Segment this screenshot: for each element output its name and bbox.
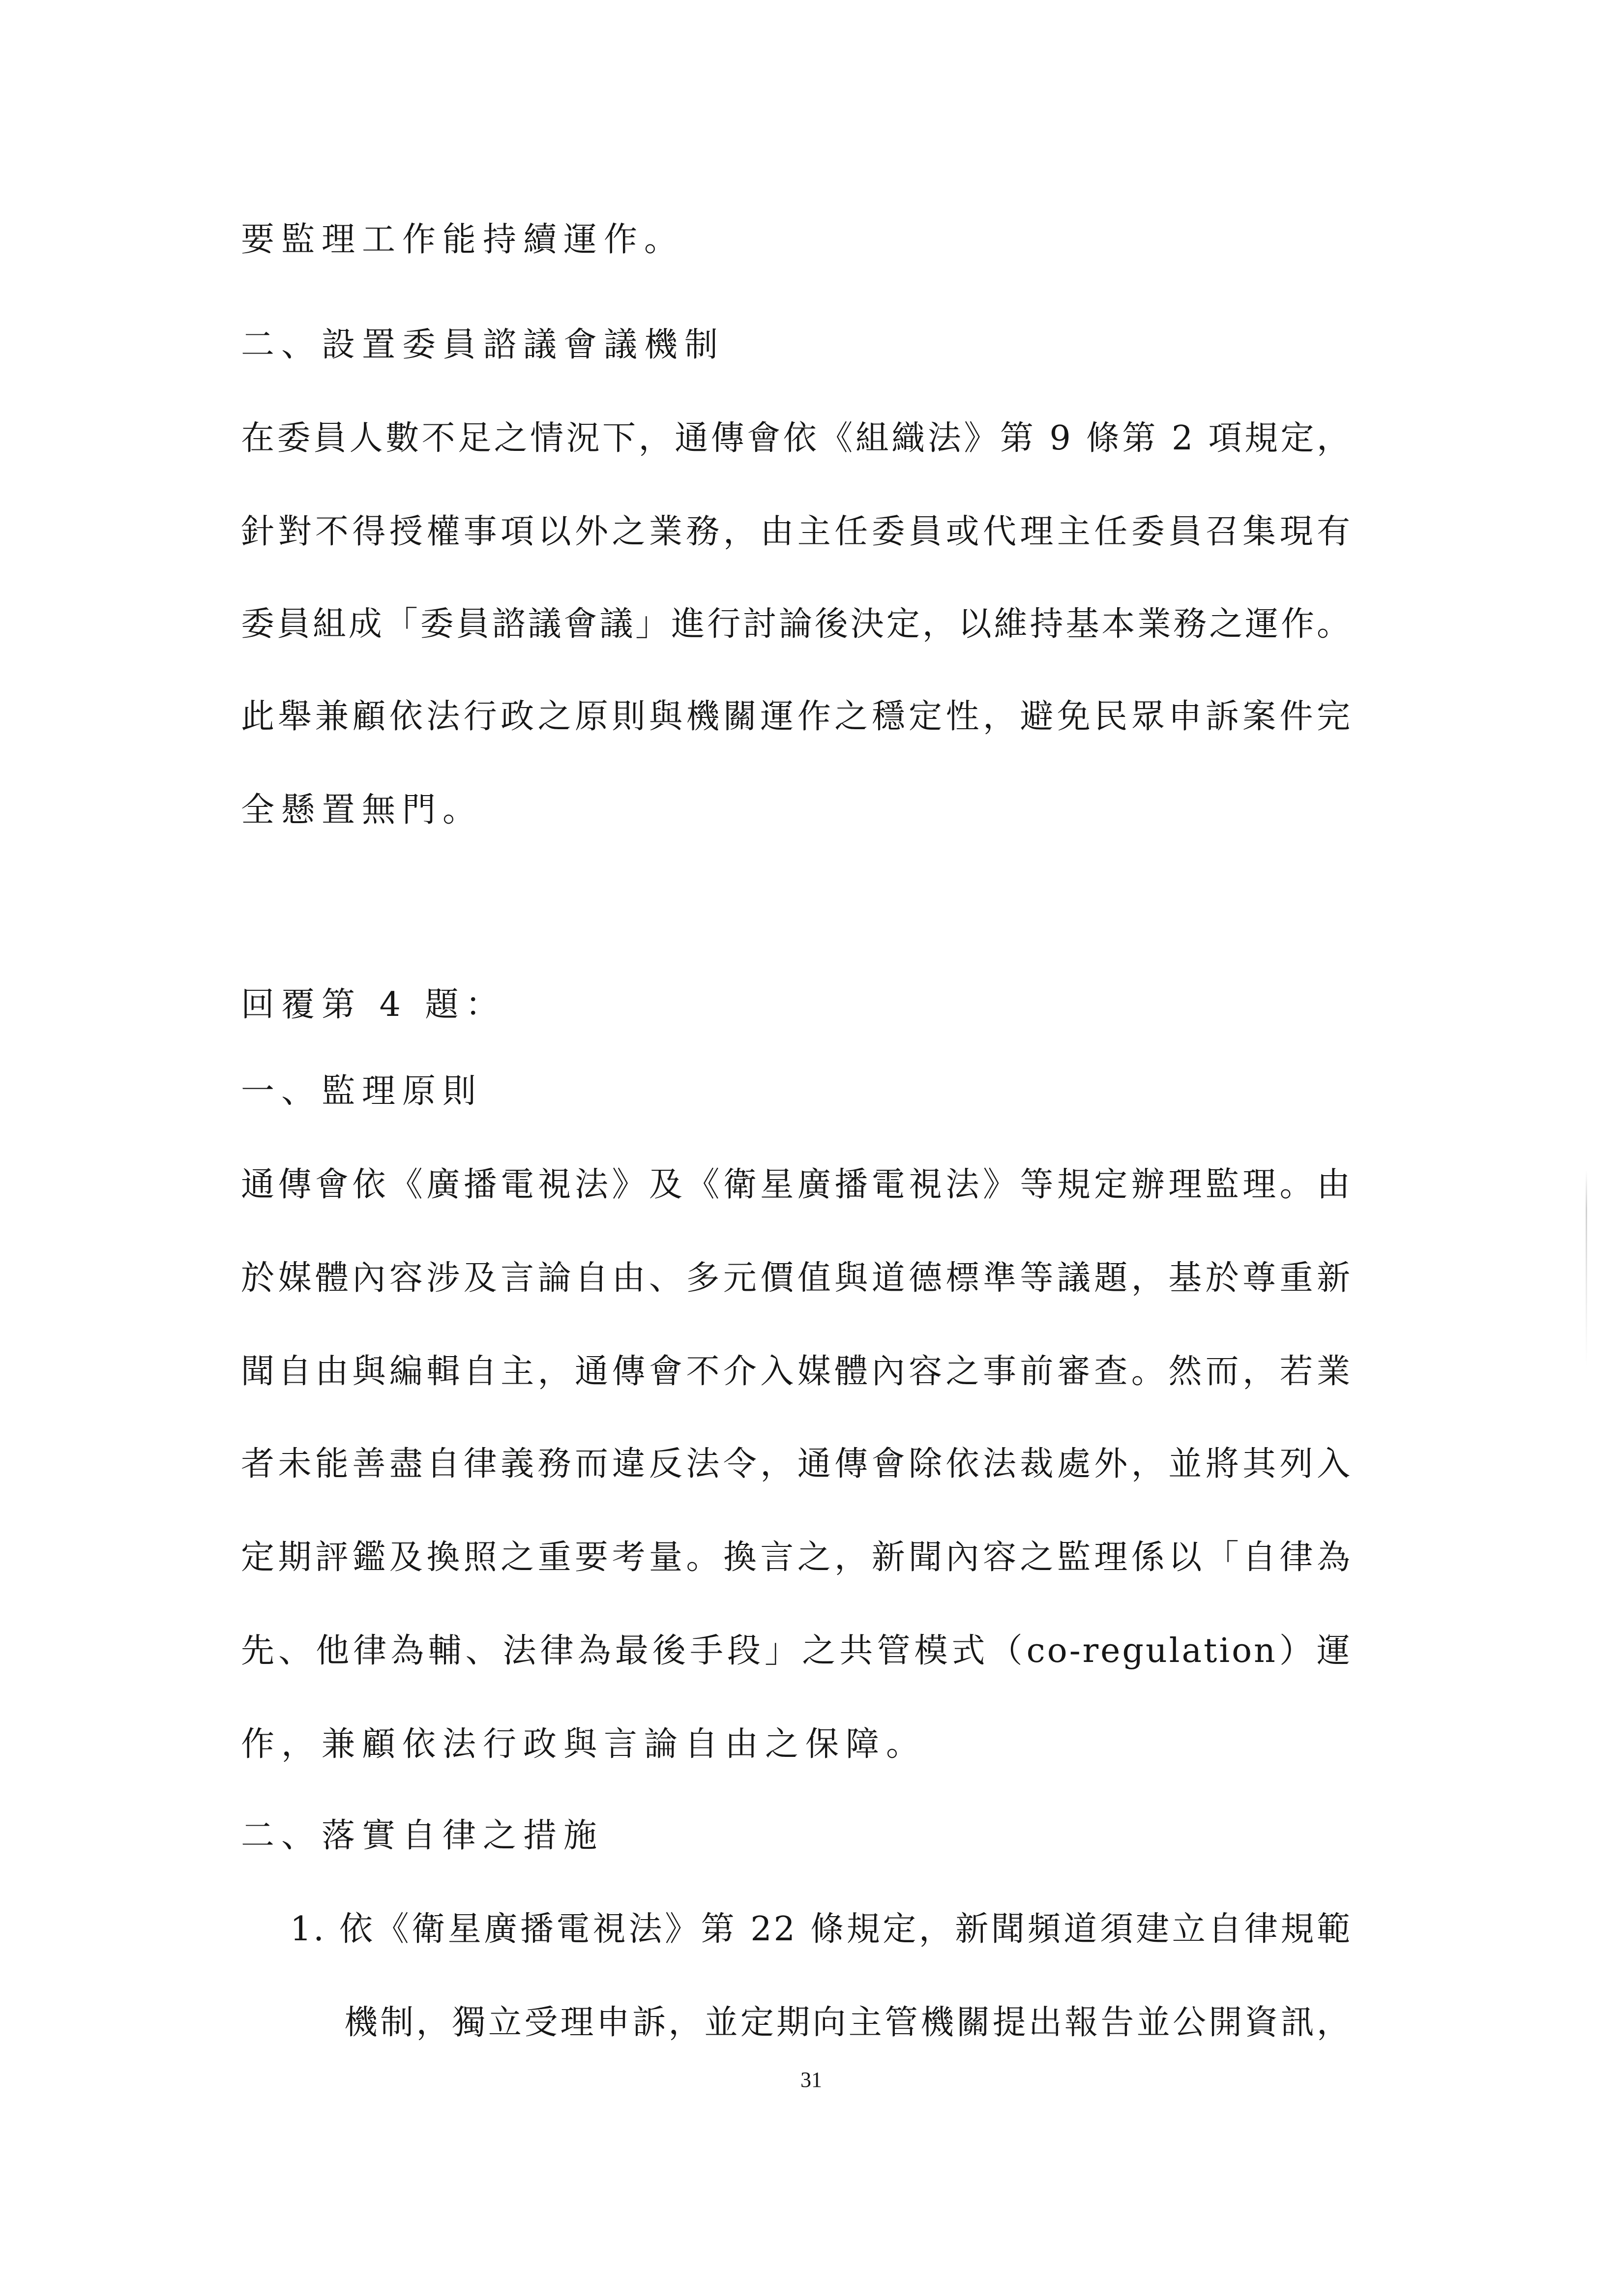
paragraph-line: 作，兼顧依法行政與言論自由之保障。: [241, 1725, 927, 1764]
paragraph-line: 要監理工作能持續運作。: [241, 220, 685, 259]
list-item-line: 機制，獨立受理申訴，並定期向主管機關提出報告並公開資訊，: [344, 2003, 1352, 2042]
paragraph-line: 定期評鑑及換照之重要考量。換言之，新聞內容之監理係以「自律為: [241, 1538, 1352, 1577]
section-heading: 二、設置委員諮議會議機制: [241, 326, 725, 364]
paragraph-line: 此舉兼顧依法行政之原則與機關運作之穩定性，避免民眾申訴案件完: [241, 697, 1352, 736]
section-heading: 一、監理原則: [241, 1072, 483, 1111]
list-item-line: 1. 依《衛星廣播電視法》第 22 條規定，新聞頻道須建立自律規範: [290, 1910, 1352, 1949]
paragraph-line: 針對不得授權事項以外之業務，由主任委員或代理主任委員召集現有: [241, 512, 1352, 551]
paragraph-line: 全懸置無門。: [241, 791, 483, 830]
paragraph-line: 在委員人數不足之情況下，通傳會依《組織法》第 9 條第 2 項規定，: [241, 419, 1352, 458]
question-heading: 回覆第 4 題：: [241, 985, 506, 1024]
scan-edge-mark: [1586, 1170, 1587, 1367]
paragraph-line: 於媒體內容涉及言論自由、多元價值與道德標準等議題，基於尊重新: [241, 1259, 1352, 1298]
paragraph-line: 委員組成「委員諮議會議」進行討論後決定，以維持基本業務之運作。: [241, 605, 1352, 644]
paragraph-line: 先、他律為輔、法律為最後手段」之共管模式（co-regulation）運: [241, 1631, 1352, 1670]
paragraph-line: 者未能善盡自律義務而違反法令，通傳會除依法裁處外，並將其列入: [241, 1445, 1352, 1483]
paragraph-line: 聞自由與編輯自主，通傳會不介入媒體內容之事前審查。然而，若業: [241, 1352, 1352, 1391]
section-heading: 二、落實自律之措施: [241, 1816, 604, 1855]
page-number: 31: [800, 2068, 822, 2092]
paragraph-line: 通傳會依《廣播電視法》及《衛星廣播電視法》等規定辦理監理。由: [241, 1165, 1352, 1204]
